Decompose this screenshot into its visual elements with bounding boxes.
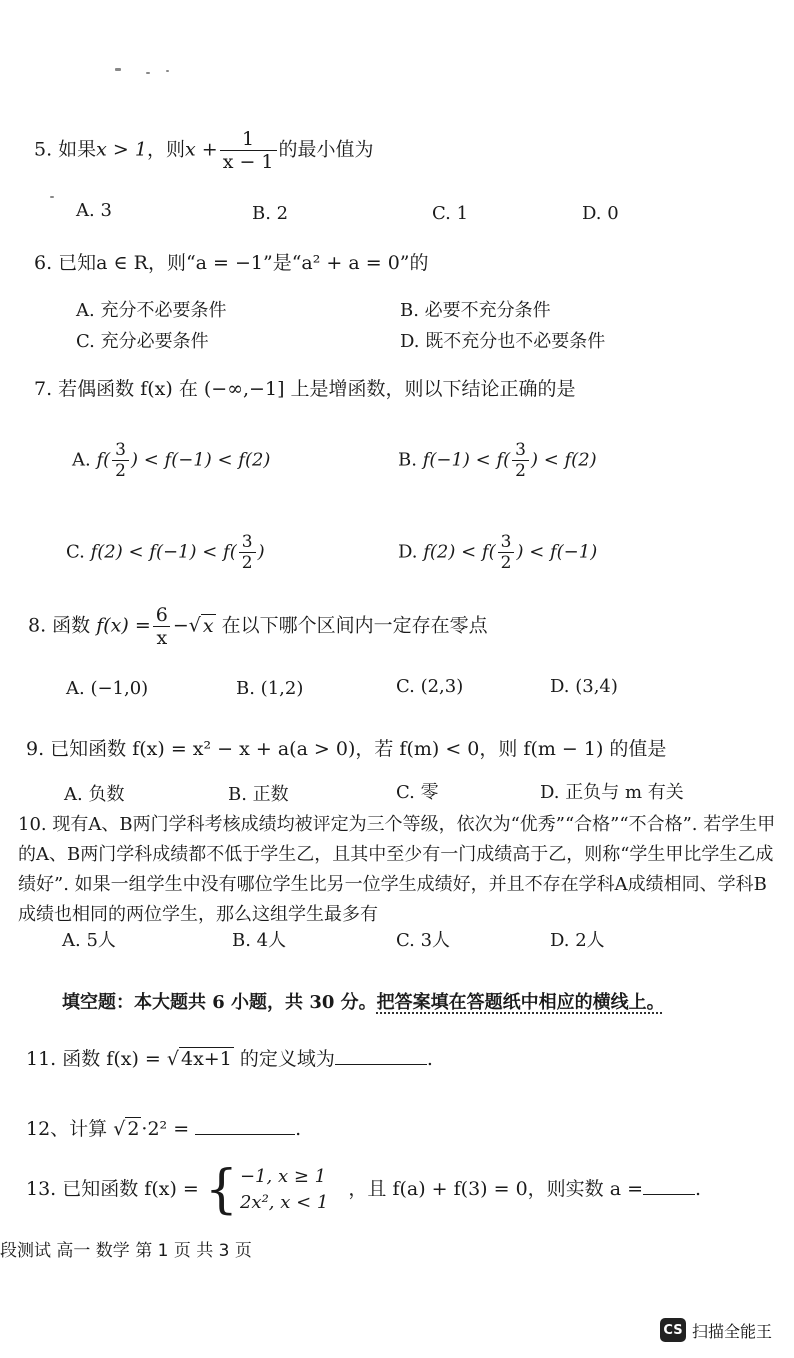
- question-5-stem: [34, 128, 374, 173]
- question-8-fraction: [153, 604, 171, 649]
- option-label: B.: [398, 449, 417, 471]
- question-10-option-a: A. 5人: [62, 930, 116, 951]
- question-5-fraction: [220, 128, 277, 173]
- question-12-stem: 12、计算 √ 2 ·2² = .: [26, 1118, 302, 1140]
- scanner-watermark: [660, 1318, 772, 1342]
- fraction-denominator: 2: [112, 460, 129, 481]
- option-fraction: [498, 532, 515, 573]
- watermark-text: 扫描全能王: [692, 1321, 773, 1341]
- question-5-suffix: 的最小值为: [278, 138, 374, 161]
- fraction-denominator: 2: [498, 552, 515, 573]
- piecewise-case-1: −1, x ≥ 1: [239, 1166, 327, 1187]
- question-6-option-b: B. 必要不充分条件: [400, 300, 551, 321]
- fraction-numerator: 3: [115, 440, 126, 460]
- answer-blank: [643, 1194, 695, 1195]
- question-8-option-a: A. (−1,0): [66, 678, 149, 699]
- option-expr-lead: f(: [96, 449, 111, 471]
- fraction-numerator: 3: [515, 440, 526, 460]
- question-8-stem: 8. 函数 f(x) = $\frac{6}{x}$ −√ x 在以下哪个区间内一定存在零点: [28, 604, 488, 649]
- question-5-option-a: A. 3: [76, 200, 112, 221]
- scan-speck: [166, 70, 169, 72]
- question-6-stem: 6. 已知a ∈ R，则“a = −1”是“a² + a = 0”的: [34, 252, 429, 274]
- fraction-denominator: 2: [512, 460, 529, 481]
- question-8-prefix: 8. 函数: [28, 614, 91, 637]
- fraction-denominator: x: [153, 626, 170, 649]
- question-12-prefix: 12、计算: [26, 1118, 114, 1140]
- scan-speck: [146, 72, 150, 74]
- section-header-emphasis: 把答案填在答题纸中相应的横线上。: [376, 992, 665, 1013]
- section-header-lead: 填空题：本大题共 6 小题，共 30 分。: [62, 992, 377, 1013]
- option-expr-trail: ) < f(−1): [516, 541, 598, 563]
- question-12-sqrt-arg: 2: [127, 1118, 140, 1140]
- question-5-prefix: 5. 如果: [34, 138, 97, 161]
- fraction-numerator: 6: [155, 604, 168, 626]
- question-9-option-c: C. 零: [396, 782, 439, 803]
- question-12-end: .: [295, 1118, 302, 1140]
- option-expr-trail: ): [257, 541, 265, 563]
- question-8-suffix: 在以下哪个区间内一定存在零点: [221, 614, 488, 637]
- question-5-expr-lead: x +: [185, 138, 218, 161]
- question-5-option-b: B. 2: [252, 203, 289, 224]
- option-expr-trail: ) < f(−1) < f(2): [130, 449, 271, 471]
- question-12-suffix: ·2² =: [141, 1118, 196, 1140]
- page-footer: 段测试 高一 数学 第 1 页 共 3 页: [0, 1241, 252, 1261]
- scan-speck: [115, 68, 121, 71]
- question-11-prefix: 11. 函数 f(x) =: [26, 1048, 167, 1070]
- question-10-option-d: D. 2人: [550, 930, 605, 951]
- question-9-option-a: A. 负数: [64, 784, 125, 805]
- question-10-option-c: C. 3人: [396, 930, 451, 951]
- question-9-option-d: D. 正负与 m 有关: [540, 782, 684, 803]
- option-expr-trail: ) < f(2): [530, 449, 597, 471]
- question-5-condition: x > 1: [96, 138, 147, 161]
- question-9-stem: 9. 已知函数 f(x) = x² − x + a(a > 0)，若 f(m) < 0，则 f(m − 1) 的值是: [26, 738, 667, 760]
- option-expr-lead: f(−1) < f(: [422, 449, 511, 471]
- piecewise-cases: [240, 1164, 328, 1216]
- question-13-prefix: 13. 已知函数 f(x) =: [26, 1178, 205, 1200]
- piecewise-brace: {: [204, 1160, 238, 1220]
- fraction-denominator: 2: [239, 552, 256, 573]
- scan-speck: [50, 196, 54, 198]
- question-8-option-c: C. (2,3): [396, 676, 464, 697]
- option-label: A.: [72, 449, 91, 471]
- question-11-stem: 11. 函数 f(x) = √ 4x+1 的定义域为 .: [26, 1048, 433, 1070]
- fraction-numerator: 3: [241, 532, 253, 552]
- fraction-numerator: 3: [500, 532, 512, 552]
- question-7-option-a: [72, 440, 270, 481]
- question-5-then: ，则: [146, 138, 185, 161]
- question-6-option-a: A. 充分不必要条件: [76, 300, 227, 321]
- fill-in-section-header: [62, 988, 665, 1014]
- answer-blank: [335, 1064, 427, 1065]
- question-8-minus: −: [172, 614, 189, 637]
- question-7-option-d: [398, 532, 597, 573]
- question-13-end: .: [695, 1178, 702, 1200]
- question-7-stem: 7. 若偶函数 f(x) 在 (−∞,−1] 上是增函数，则以下结论正确的是: [34, 378, 576, 400]
- question-13-stem: [26, 1160, 702, 1220]
- option-fraction: [112, 440, 129, 481]
- question-8-option-b: B. (1,2): [236, 678, 304, 699]
- question-6-option-c: C. 充分必要条件: [76, 331, 209, 352]
- question-8-function: f(x) =: [96, 614, 151, 637]
- option-expr-lead: f(2) < f(−1) < f(: [90, 541, 237, 563]
- question-10-option-b: B. 4人: [232, 930, 287, 951]
- fraction-numerator: 1: [242, 128, 255, 150]
- fraction-denominator: x − 1: [220, 150, 277, 173]
- question-11-suffix: 的定义域为: [233, 1048, 335, 1070]
- question-11-sqrt-arg: 4x+1: [180, 1048, 232, 1070]
- question-7-option-c: [66, 532, 265, 573]
- question-10-stem: 10. 现有A、B两门学科考核成绩均被评定为三个等级，依次为“优秀”“合格”“不合格”. 若学生甲的A、B两门学科成绩都不低于学生乙，且其中至少有一门成绩高于乙，则称“学生甲比学生乙成绩好”. 如果一组学生中没有哪位学生比另一位学生成绩好，并且不存在学科A成绩相同、学科B成绩也相同的两位学生，那么这组学生最多有: [18, 814, 776, 925]
- question-8-option-d: D. (3,4): [550, 676, 618, 697]
- option-label: D.: [398, 541, 418, 563]
- option-fraction: [239, 532, 256, 573]
- question-6-option-d: D. 既不充分也不必要条件: [400, 331, 606, 352]
- camscanner-logo-icon: CS: [660, 1318, 686, 1342]
- option-label: C.: [66, 541, 85, 563]
- question-8-sqrt-arg: x: [202, 614, 214, 637]
- piecewise-case-2: 2x², x < 1: [239, 1192, 329, 1213]
- question-11-end: .: [426, 1048, 433, 1070]
- question-9-option-b: B. 正数: [228, 784, 289, 805]
- answer-blank: [195, 1134, 295, 1135]
- question-5-option-d: D. 0: [582, 203, 619, 224]
- option-fraction: [512, 440, 529, 481]
- option-expr-lead: f(2) < f(: [423, 541, 496, 563]
- question-7-option-b: [398, 440, 597, 481]
- question-13-suffix: ，且 f(a) + f(3) = 0，则实数 a =: [348, 1178, 644, 1200]
- question-5-option-c: C. 1: [432, 203, 469, 224]
